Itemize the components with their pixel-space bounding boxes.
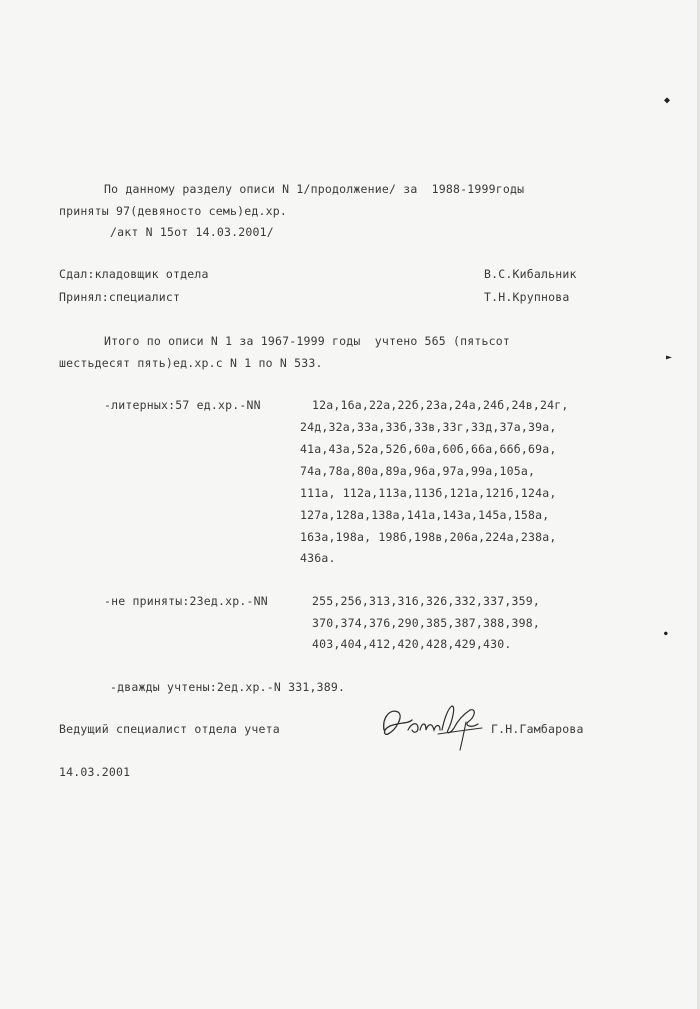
literal-line: 436а. bbox=[300, 551, 336, 565]
handover-received-label: Принял:специалист bbox=[59, 290, 181, 304]
literal-line: 163а,198а, 198б,198в,206а,224а,238а, bbox=[300, 530, 557, 544]
intro-line-1: По данному разделу описи N 1/продолжение/ за 1988-1999годы bbox=[104, 182, 525, 196]
not-accepted-line: 255,256,313,316,326,332,337,359, bbox=[312, 594, 540, 608]
total-line-2: шестьдесят пять)ед.хр.с N 1 по N 533. bbox=[59, 356, 323, 370]
literal-line: 12а,16а,22а,22б,23а,24а,24б,24в,24г, bbox=[312, 398, 569, 412]
handover-gave-label: Сдал:кладовщик отдела bbox=[59, 267, 209, 281]
total-line-1: Итого по описи N 1 за 1967-1999 годы учтено 565 (пятьсот bbox=[104, 334, 511, 348]
literal-label: -литерных:57 ед.хр.-NN bbox=[104, 398, 261, 412]
literal-line: 127а,128а,138а,141а,143а,145а,158а, bbox=[300, 508, 550, 522]
duplicate-line: -дважды учтены:2ед.хр.-N 331,389. bbox=[110, 680, 346, 694]
document-date: 14.03.2001 bbox=[59, 765, 131, 779]
speck-mark-icon: ● bbox=[664, 630, 668, 637]
literal-line: 111а, 112а,113а,113б,121а,121б,124а, bbox=[300, 486, 557, 500]
hole-punch-mark-icon: ◆ bbox=[664, 95, 671, 106]
signer-position: Ведущий специалист отдела учета bbox=[59, 722, 280, 736]
literal-line: 74а,78а,80а,89а,96а,97а,99а,105а, bbox=[300, 464, 536, 478]
handover-gave-name: В.С.Кибальник bbox=[484, 267, 577, 281]
not-accepted-label: -не приняты:23ед.хр.-NN bbox=[104, 594, 268, 608]
not-accepted-line: 370,374,376,290,385,387,388,398, bbox=[312, 616, 540, 630]
not-accepted-line: 403,404,412,420,428,429,430. bbox=[312, 637, 512, 651]
intro-line-2: приняты 97(девяносто семь)ед.хр. bbox=[59, 204, 287, 218]
signer-name: Г.Н.Гамбарова bbox=[491, 722, 584, 736]
act-reference: /акт N 15от 14.03.2001/ bbox=[110, 225, 274, 239]
literal-line: 41а,43а,52а,52б,60а,60б,66а,66б,69а, bbox=[300, 442, 557, 456]
handover-received-name: Т.Н.Крупнова bbox=[484, 290, 570, 304]
hole-punch-mark-icon: ► bbox=[666, 352, 673, 363]
literal-line: 24д,32а,33а,33б,33в,33г,33д,37а,39а, bbox=[300, 420, 557, 434]
handwritten-signature bbox=[378, 700, 486, 752]
